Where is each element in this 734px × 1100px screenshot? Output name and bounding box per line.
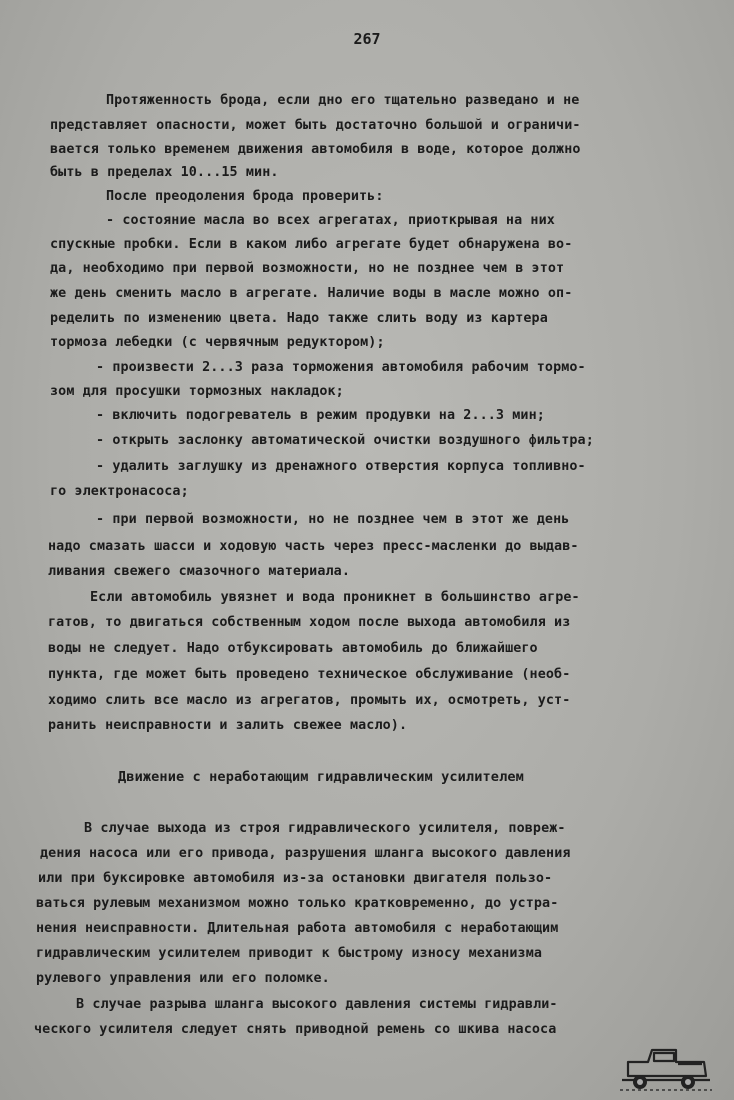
text-line: пункта, где может быть проведено техническое обслуживание (необ- [48,667,571,682]
text-line: зом для просушки тормозных накладок; [50,384,344,399]
text-line: воды не следует. Надо отбуксировать автомобиль до ближайшего [48,641,538,656]
text-line: или при буксировке автомобиля из-за остановки двигателя пользо- [38,871,553,886]
truck-emblem-icon [618,1040,714,1096]
text-line: рулевого управления или его поломке. [36,971,330,986]
text-line: ределить по изменению цвета. Надо также слить воду из картера [50,311,548,326]
text-line: - состояние масла во всех агрегатах, приоткрывая на них [106,213,555,228]
text-line: - удалить заглушку из дренажного отверстия корпуса топливно- [96,459,586,474]
text-line: тормоза лебедки (с червячным редуктором); [50,335,385,350]
text-line: ваться рулевым механизмом можно только кратковременно, до устра- [36,896,559,911]
text-line: надо смазать шасси и ходовую часть через пресс-масленки до выдав- [48,539,579,554]
text-line: ходимо слить все масло из агрегатов, промыть их, осмотреть, уст- [48,693,571,708]
text-line: Если автомобиль увязнет и вода проникнет в большинство агре- [90,590,580,605]
text-line: Протяженность брода, если дно его тщательно разведано и не [106,93,580,108]
text-line: В случае разрыва шланга высокого давления системы гидравли- [76,997,558,1012]
text-line: дения насоса или его привода, разрушения шланга высокого давления [40,846,571,861]
text-line: - открыть заслонку автоматической очистки воздушного фильтра; [96,433,594,448]
text-line: - при первой возможности, но не позднее чем в этот же день [96,512,570,527]
text-line: гатов, то двигаться собственным ходом после выхода автомобиля из [48,615,571,630]
page-number: 267 [353,30,381,48]
text-line: же день сменить масло в агрегате. Наличие воды в масле можно оп- [50,286,573,301]
section-heading: Движение с неработающим гидравлическим усилителем [118,769,524,785]
text-line: да, необходимо при первой возможности, но не позднее чем в этот [50,261,565,276]
text-line: нения неисправности. Длительная работа автомобиля с неработающим [36,921,559,936]
text-line: - произвести 2...3 раза торможения автомобиля рабочим тормо- [96,360,586,375]
text-line: ческого усилителя следует снять приводной ремень со шкива насоса [34,1022,557,1037]
text-line: гидравлическим усилителем приводит к быстрому износу механизма [36,946,543,961]
text-line: вается только временем движения автомобиля в воде, которое должно [50,142,581,157]
text-line: го электронасоса; [50,484,189,499]
text-line: быть в пределах 10...15 мин. [50,165,279,180]
text-line: В случае выхода из строя гидравлического усилителя, повреж- [84,821,566,836]
text-line: ливания свежего смазочного материала. [48,564,350,579]
text-line: ранить неисправности и залить свежее масло). [48,718,408,733]
text-line: - включить подогреватель в режим продувки на 2...3 мин; [96,408,545,423]
text-line: спускные пробки. Если в каком либо агрегате будет обнаружена во- [50,237,573,252]
text-line: представляет опасности, может быть достаточно большой и ограничи- [50,118,581,133]
text-line: После преодоления брода проверить: [106,189,384,204]
